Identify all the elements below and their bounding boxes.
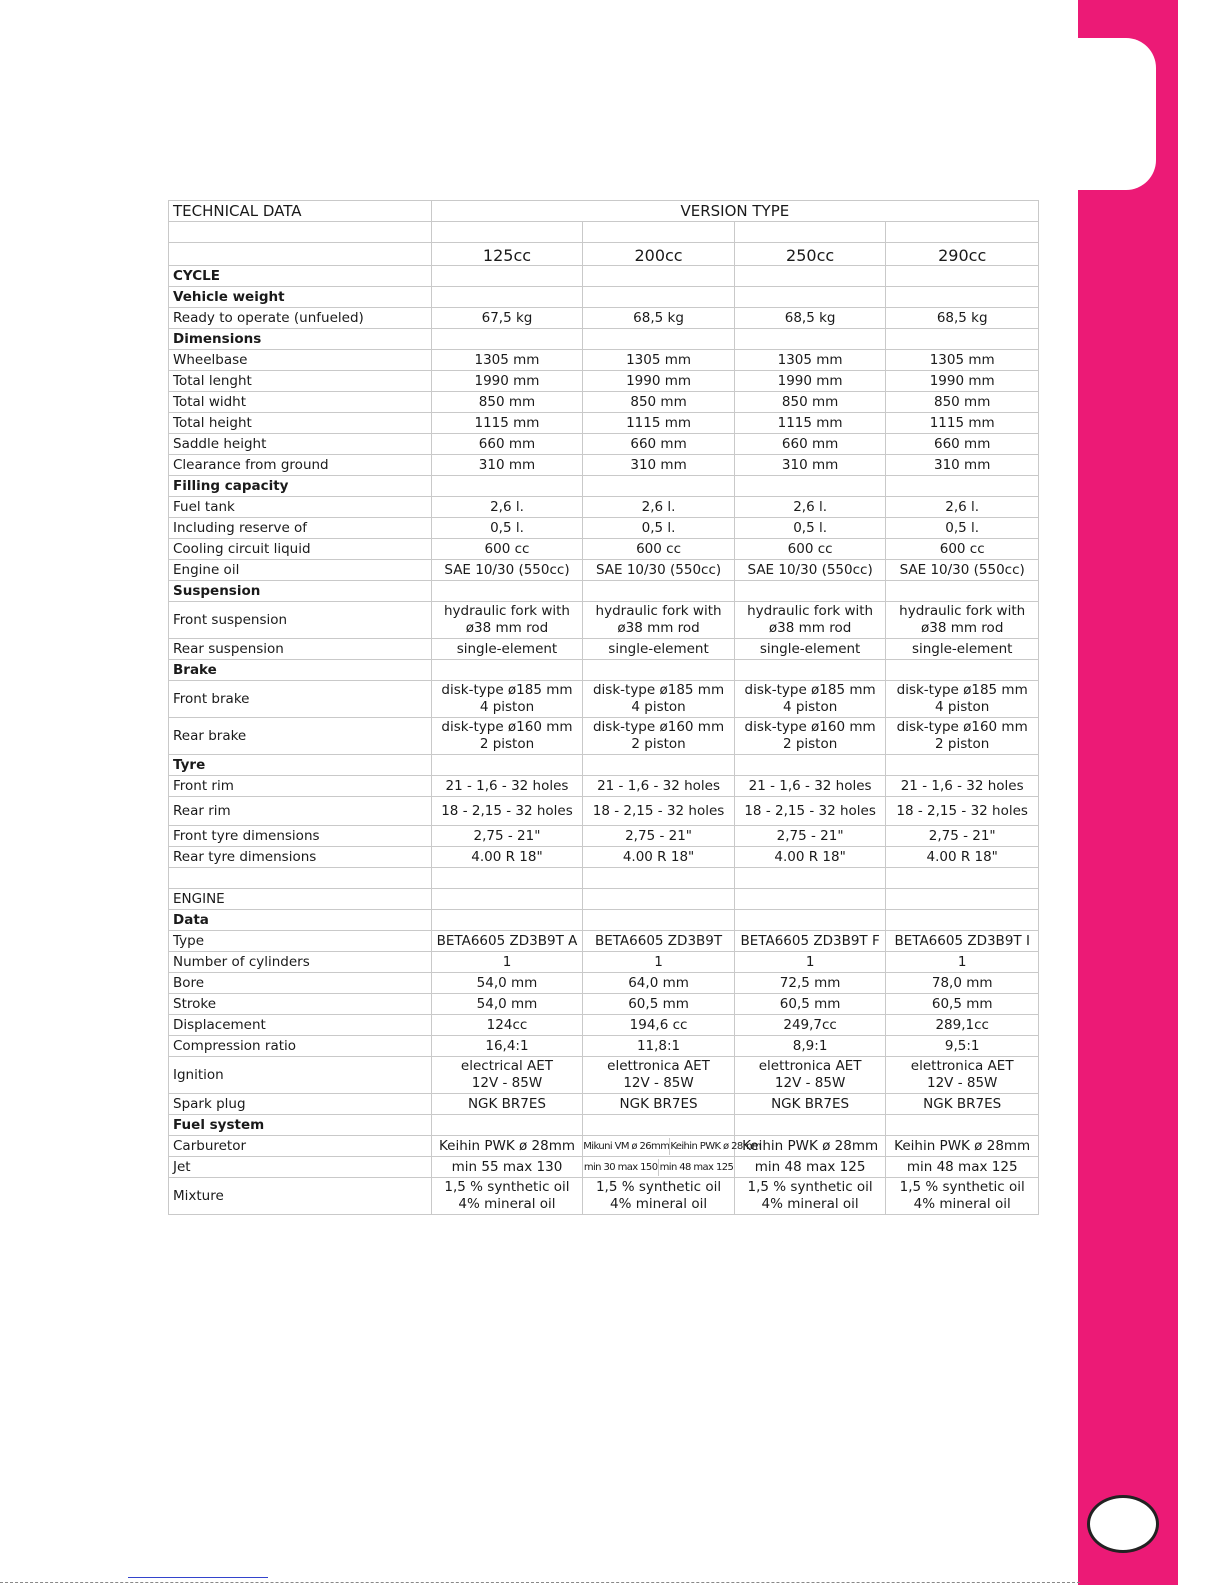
row-label: Total widht (169, 392, 432, 413)
row-label: Displacement (169, 1015, 432, 1036)
cell-line: 2 piston (782, 736, 838, 752)
cell-line: ø38 mm rod (768, 620, 852, 636)
sub-cell: Keihin PWK ø 28mm (669, 1138, 761, 1155)
cell: 21 - 1,6 - 32 holes (886, 776, 1039, 797)
table-row (169, 371, 1039, 392)
row-label: Mixture (169, 1178, 432, 1215)
cell-line: 4% mineral oil (913, 1196, 1011, 1212)
table-row (169, 455, 1039, 476)
cell: 310 mm (886, 455, 1039, 476)
table-row (169, 392, 1039, 413)
cell-line: hydraulic fork with (443, 603, 570, 619)
cell (886, 1057, 1039, 1094)
cell: 4.00 R 18" (886, 847, 1039, 868)
cell: 310 mm (734, 455, 886, 476)
cell-line: 2 piston (631, 736, 686, 752)
cell-line: disk-type ø160 mm (896, 719, 1028, 735)
cell: 18 - 2,15 - 32 holes (583, 797, 735, 826)
cell (583, 718, 735, 755)
cell: 0,5 l. (431, 518, 583, 539)
cell: Keihin PWK ø 28mm (431, 1136, 583, 1157)
row-label: Including reserve of (169, 518, 432, 539)
row-label: Engine oil (169, 560, 432, 581)
cell (431, 1057, 583, 1094)
cell: 600 cc (583, 539, 735, 560)
cell: 660 mm (886, 434, 1039, 455)
cell: SAE 10/30 (550cc) (431, 560, 583, 581)
cell: 60,5 mm (734, 994, 886, 1015)
cell: 1305 mm (431, 350, 583, 371)
cell: 0,5 l. (583, 518, 735, 539)
cell: 1 (734, 952, 886, 973)
cell-line: disk-type ø185 mm (441, 682, 573, 698)
cell: 850 mm (431, 392, 583, 413)
table-row (169, 776, 1039, 797)
cell-line: 1,5 % synthetic oil (595, 1179, 722, 1195)
row-label: Jet (169, 1157, 432, 1178)
cell: 600 cc (431, 539, 583, 560)
cell: 660 mm (734, 434, 886, 455)
cell: 194,6 cc (583, 1015, 735, 1036)
sub-cell: min 48 max 125 (658, 1159, 734, 1176)
cell: 1990 mm (431, 371, 583, 392)
group-suspension: Suspension (169, 581, 432, 602)
cell-line: 12V - 85W (926, 1075, 998, 1091)
row-label: Front brake (169, 681, 432, 718)
cell: BETA6605 ZD3B9T (583, 931, 735, 952)
cell-line: 4% mineral oil (761, 1196, 859, 1212)
row-label: Type (169, 931, 432, 952)
version-type-header: VERSION TYPE (431, 201, 1038, 222)
cell: 660 mm (583, 434, 735, 455)
row-label: Rear brake (169, 718, 432, 755)
cell: 4.00 R 18" (431, 847, 583, 868)
page-bottom-edge (0, 1582, 1080, 1583)
cell: NGK BR7ES (886, 1094, 1039, 1115)
cell-line: 4% mineral oil (458, 1196, 556, 1212)
cell: 2,6 l. (583, 497, 735, 518)
cell (583, 681, 735, 718)
cell-line: ø38 mm rod (465, 620, 549, 636)
row-label: Fuel tank (169, 497, 432, 518)
group-brake: Brake (169, 660, 432, 681)
empty-cell (169, 243, 432, 266)
cell-line: elettronica AET (607, 1058, 710, 1074)
row-label: Stroke (169, 994, 432, 1015)
cell-line: disk-type ø185 mm (744, 682, 876, 698)
row-label: Ignition (169, 1057, 432, 1094)
table-row (169, 1036, 1039, 1057)
row-label: Cooling circuit liquid (169, 539, 432, 560)
row-label: Bore (169, 973, 432, 994)
table-row (169, 350, 1039, 371)
cell: 1990 mm (583, 371, 735, 392)
group-fuel-system: Fuel system (169, 1115, 432, 1136)
cell-line: electrical AET (460, 1058, 554, 1074)
cell: 249,7cc (734, 1015, 886, 1036)
cell: 18 - 2,15 - 32 holes (886, 797, 1039, 826)
cell: Keihin PWK ø 28mm (734, 1136, 886, 1157)
cell: 289,1cc (886, 1015, 1039, 1036)
cell-line: 2 piston (935, 736, 990, 752)
cell: 850 mm (734, 392, 886, 413)
cell: 16,4:1 (431, 1036, 583, 1057)
cell-line: 1,5 % synthetic oil (444, 1179, 570, 1195)
cell: BETA6605 ZD3B9T F (734, 931, 886, 952)
cell-line: disk-type ø160 mm (441, 719, 573, 735)
table-row (169, 560, 1039, 581)
cell (431, 602, 583, 639)
cell: 21 - 1,6 - 32 holes (583, 776, 735, 797)
cell: 11,8:1 (583, 1036, 735, 1057)
table-row (169, 931, 1039, 952)
cell: 1305 mm (886, 350, 1039, 371)
table-row (169, 1178, 1039, 1215)
cell: BETA6605 ZD3B9T I (886, 931, 1039, 952)
cell: 1305 mm (734, 350, 886, 371)
table-row (169, 681, 1039, 718)
cell: BETA6605 ZD3B9T A (431, 931, 583, 952)
group-vehicle-weight: Vehicle weight (169, 287, 432, 308)
cell (734, 602, 886, 639)
cell: 4.00 R 18" (734, 847, 886, 868)
cell: 1115 mm (886, 413, 1039, 434)
cell (583, 1057, 735, 1094)
row-label: Spark plug (169, 1094, 432, 1115)
cell-line: disk-type ø185 mm (896, 682, 1028, 698)
cell: NGK BR7ES (583, 1094, 735, 1115)
row-label: Clearance from ground (169, 455, 432, 476)
table-row (169, 718, 1039, 755)
cell-line: 4 piston (631, 699, 686, 715)
cell-line: 12V - 85W (774, 1075, 846, 1091)
spacer-row (169, 868, 1039, 889)
cell (734, 1178, 886, 1215)
cell (583, 1178, 735, 1215)
table-row (169, 1094, 1039, 1115)
group-dimensions: Dimensions (169, 329, 432, 350)
row-label: Number of cylinders (169, 952, 432, 973)
cell: 0,5 l. (734, 518, 886, 539)
cell-line: 4 piston (935, 699, 990, 715)
cell: 2,75 - 21" (734, 826, 886, 847)
cell: 4.00 R 18" (583, 847, 735, 868)
cell: 60,5 mm (886, 994, 1039, 1015)
cell-line: 4 piston (479, 699, 535, 715)
cell: 2,6 l. (431, 497, 583, 518)
table-row (169, 539, 1039, 560)
cell: 124cc (431, 1015, 583, 1036)
cell: 0,5 l. (886, 518, 1039, 539)
cell: 2,6 l. (734, 497, 886, 518)
row-label: Front suspension (169, 602, 432, 639)
section-engine: ENGINE (169, 889, 432, 910)
table-row (169, 994, 1039, 1015)
cell: min 48 max 125 (734, 1157, 886, 1178)
cell-line: 4% mineral oil (609, 1196, 708, 1212)
table-row (169, 1136, 1039, 1157)
cell: Keihin PWK ø 28mm (886, 1136, 1039, 1157)
cell: 21 - 1,6 - 32 holes (734, 776, 886, 797)
cell: 660 mm (431, 434, 583, 455)
cell-line: 1,5 % synthetic oil (747, 1179, 873, 1195)
table-row (169, 518, 1039, 539)
table-row (169, 847, 1039, 868)
cell: 310 mm (583, 455, 735, 476)
table-row (169, 1015, 1039, 1036)
row-label: Total lenght (169, 371, 432, 392)
version-125cc: 125cc (431, 243, 583, 266)
cell: NGK BR7ES (734, 1094, 886, 1115)
cell: 18 - 2,15 - 32 holes (431, 797, 583, 826)
cell-line: ø38 mm rod (617, 620, 700, 636)
cell: single-element (886, 639, 1039, 660)
cell: 64,0 mm (583, 973, 735, 994)
row-label: Rear rim (169, 797, 432, 826)
cell: 2,6 l. (886, 497, 1039, 518)
row-label: Front tyre dimensions (169, 826, 432, 847)
table-row (169, 826, 1039, 847)
cell: 8,9:1 (734, 1036, 886, 1057)
cell-line: 4 piston (782, 699, 838, 715)
page-number-circle (1087, 1495, 1159, 1553)
row-label: Carburetor (169, 1136, 432, 1157)
cell-line: hydraulic fork with (595, 603, 722, 619)
cell: 1 (583, 952, 735, 973)
sub-cell: min 30 max 150 (583, 1161, 658, 1173)
cell-split (583, 1157, 735, 1178)
cell (583, 602, 735, 639)
cell (886, 718, 1039, 755)
table-row (169, 308, 1039, 329)
cell: NGK BR7ES (431, 1094, 583, 1115)
cell: 9,5:1 (886, 1036, 1039, 1057)
cell (886, 602, 1039, 639)
cell-line: disk-type ø185 mm (592, 682, 725, 698)
cell: SAE 10/30 (550cc) (734, 560, 886, 581)
cell-line: hydraulic fork with (899, 603, 1026, 619)
cell-line: elettronica AET (758, 1058, 862, 1074)
cell (886, 1178, 1039, 1215)
cell: 2,75 - 21" (583, 826, 735, 847)
cell: 21 - 1,6 - 32 holes (431, 776, 583, 797)
table-row (169, 797, 1039, 826)
cell: 850 mm (583, 392, 735, 413)
bottom-link-rule (128, 1577, 268, 1578)
cell: 1115 mm (431, 413, 583, 434)
spacer-row (169, 222, 1039, 243)
table-row (169, 1157, 1039, 1178)
section-cycle: CYCLE (169, 266, 432, 287)
side-color-band (1078, 0, 1178, 1585)
cell: min 48 max 125 (886, 1157, 1039, 1178)
cell (734, 718, 886, 755)
cell: 2,75 - 21" (431, 826, 583, 847)
cell: 54,0 mm (431, 973, 583, 994)
row-label: Wheelbase (169, 350, 432, 371)
cell: 1115 mm (583, 413, 735, 434)
cell: 1990 mm (734, 371, 886, 392)
cell: 600 cc (886, 539, 1039, 560)
table-row (169, 1057, 1039, 1094)
cell (734, 1057, 886, 1094)
table-row (169, 434, 1039, 455)
cell: 68,5 kg (734, 308, 886, 329)
cell: 600 cc (734, 539, 886, 560)
cell: 1305 mm (583, 350, 735, 371)
group-filling-capacity: Filling capacity (169, 476, 432, 497)
cell: single-element (734, 639, 886, 660)
cell: 2,75 - 21" (886, 826, 1039, 847)
cell-line: elettronica AET (910, 1058, 1014, 1074)
cell-line: hydraulic fork with (747, 603, 874, 619)
cell: single-element (583, 639, 735, 660)
cell: 1115 mm (734, 413, 886, 434)
row-label: Ready to operate (unfueled) (169, 308, 432, 329)
cell: 1 (431, 952, 583, 973)
table-row (169, 602, 1039, 639)
cell (886, 681, 1039, 718)
cell: 60,5 mm (583, 994, 735, 1015)
row-label: Saddle height (169, 434, 432, 455)
table-row (169, 952, 1039, 973)
cell: 68,5 kg (886, 308, 1039, 329)
cell-line: disk-type ø160 mm (744, 719, 876, 735)
cell: 1 (886, 952, 1039, 973)
row-label: Compression ratio (169, 1036, 432, 1057)
cell: 72,5 mm (734, 973, 886, 994)
group-tyre: Tyre (169, 755, 432, 776)
cell (431, 718, 583, 755)
cell (734, 681, 886, 718)
cell: 78,0 mm (886, 973, 1039, 994)
cell: single-element (431, 639, 583, 660)
cell: 67,5 kg (431, 308, 583, 329)
cell-line: 12V - 85W (623, 1075, 694, 1091)
table-row (169, 497, 1039, 518)
cell: SAE 10/30 (550cc) (583, 560, 735, 581)
cell: 68,5 kg (583, 308, 735, 329)
version-290cc: 290cc (886, 243, 1039, 266)
cell-line: 1,5 % synthetic oil (899, 1179, 1025, 1195)
chapter-tab (1070, 38, 1156, 190)
row-label: Total height (169, 413, 432, 434)
sub-cell: Mikuni VM ø 26mm (583, 1140, 670, 1152)
cell: min 55 max 130 (431, 1157, 583, 1178)
table-row (169, 973, 1039, 994)
table-title: TECHNICAL DATA (169, 201, 432, 222)
version-250cc: 250cc (734, 243, 886, 266)
cell: 310 mm (431, 455, 583, 476)
row-label: Rear tyre dimensions (169, 847, 432, 868)
cell (431, 681, 583, 718)
cell: 850 mm (886, 392, 1039, 413)
technical-data-table (168, 200, 1039, 1215)
table-row (169, 639, 1039, 660)
group-data: Data (169, 910, 432, 931)
cell: 54,0 mm (431, 994, 583, 1015)
cell-line: disk-type ø160 mm (592, 719, 725, 735)
table-row (169, 413, 1039, 434)
row-label: Front rim (169, 776, 432, 797)
cell: 18 - 2,15 - 32 holes (734, 797, 886, 826)
cell (431, 1178, 583, 1215)
cell-line: 12V - 85W (471, 1075, 543, 1091)
cell-line: 2 piston (479, 736, 535, 752)
cell-split (583, 1136, 761, 1157)
cell: 1990 mm (886, 371, 1039, 392)
version-200cc: 200cc (583, 243, 735, 266)
cell-line: ø38 mm rod (920, 620, 1004, 636)
row-label: Rear suspension (169, 639, 432, 660)
cell: SAE 10/30 (550cc) (886, 560, 1039, 581)
